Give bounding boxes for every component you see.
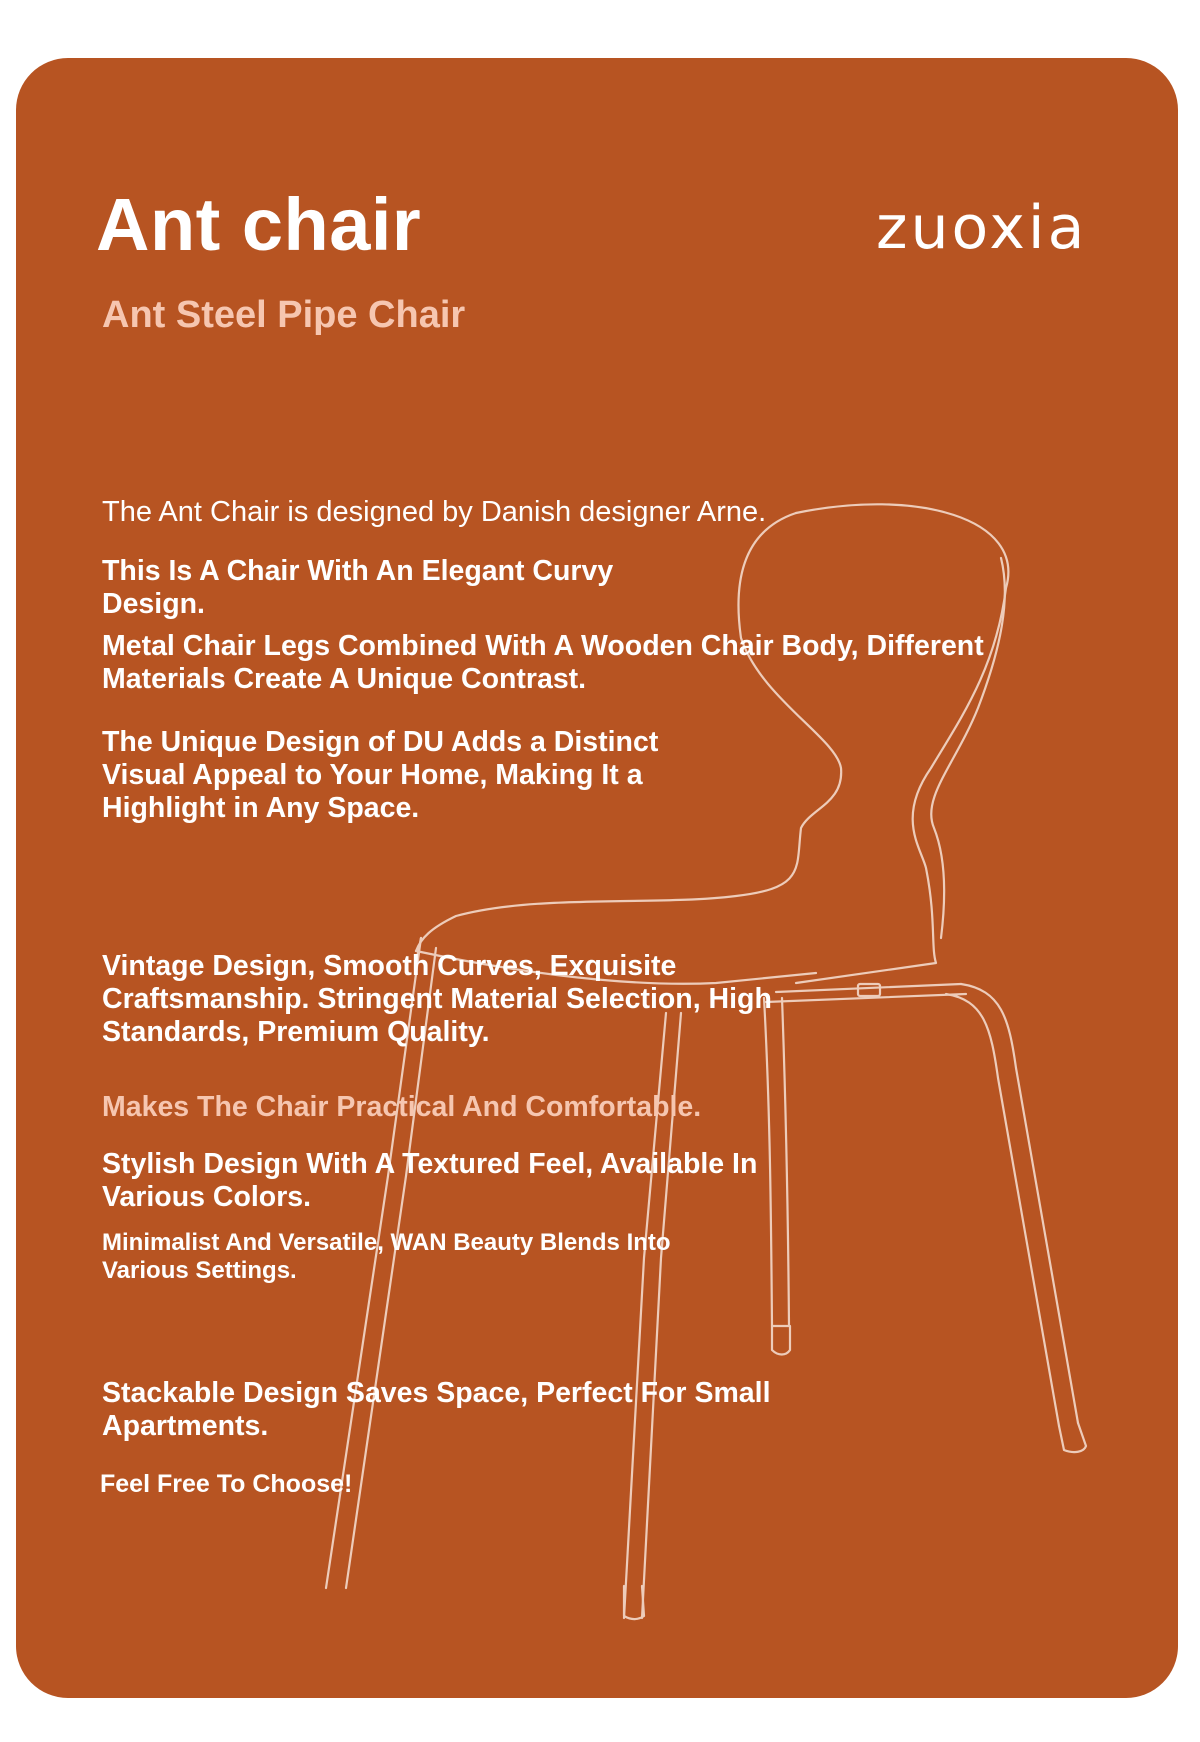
feature-vintage-design: Vintage Design, Smooth Curves, Exquisite Craftsmanship. Stringent Material Selection, High Standards, Premium Quality. bbox=[102, 950, 772, 1048]
page-subtitle: Ant Steel Pipe Chair bbox=[102, 294, 466, 336]
call-to-action-text: Feel Free To Choose! bbox=[100, 1470, 353, 1498]
brand-logo: zuoxia bbox=[876, 193, 1088, 263]
feature-minimalist: Minimalist And Versatile, WAN Beauty Blends Into Various Settings. bbox=[102, 1229, 671, 1284]
feature-unique-design: The Unique Design of DU Adds a Distinct Visual Appeal to Your Home, Making It a Highlight in Any Space. bbox=[102, 726, 659, 824]
feature-materials: Metal Chair Legs Combined With A Wooden Chair Body, Different Materials Create A Unique Contrast. bbox=[102, 630, 984, 695]
feature-practical: Makes The Chair Practical And Comfortable. bbox=[102, 1091, 702, 1123]
intro-text: The Ant Chair is designed by Danish designer Arne. bbox=[102, 496, 767, 528]
feature-stylish: Stylish Design With A Textured Feel, Available In Various Colors. bbox=[102, 1148, 758, 1213]
page-title: Ant chair bbox=[96, 183, 422, 266]
product-card bbox=[16, 58, 1178, 1698]
feature-stackable: Stackable Design Saves Space, Perfect For Small Apartments. bbox=[102, 1377, 771, 1442]
feature-curvy-design: This Is A Chair With An Elegant Curvy Design. bbox=[102, 555, 614, 620]
